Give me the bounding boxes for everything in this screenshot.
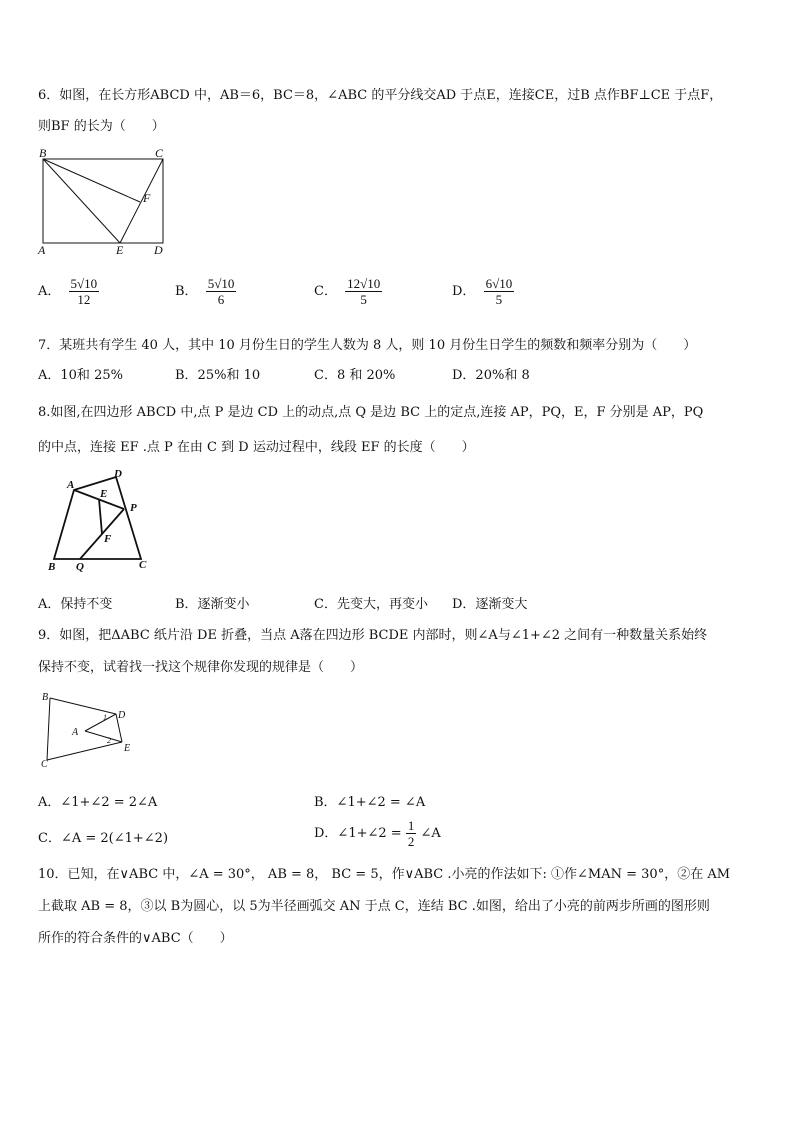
q8-option-c: C．先变大，再变小 bbox=[314, 597, 428, 612]
q9-option-a: A．∠1+∠2 = 2∠A bbox=[38, 795, 158, 810]
q8-label-d: D bbox=[114, 468, 122, 480]
q8-quadrilateral-figure bbox=[42, 464, 158, 576]
q6-option-a-den: 12 bbox=[77, 292, 91, 307]
q9-label-d: D bbox=[118, 710, 126, 721]
q9-label-angle-2: 2 bbox=[107, 736, 111, 745]
q8-option-b: B．逐渐变小 bbox=[175, 597, 250, 612]
q6-label-e: E bbox=[116, 243, 124, 257]
q8-label-p: P bbox=[130, 502, 137, 514]
q9-label-angle-1: 1 bbox=[103, 713, 107, 722]
q6-option-c-fraction bbox=[345, 276, 382, 307]
q9-option-d bbox=[314, 818, 441, 849]
q6-option-b-letter: B． bbox=[175, 284, 198, 299]
q6-option-c-den: 5 bbox=[360, 292, 367, 307]
q6-option-d-num: 6√10 bbox=[485, 276, 513, 291]
q6-rectangle-figure bbox=[36, 142, 171, 260]
q6-option-b bbox=[175, 276, 236, 307]
q10-stem-line2: 上截取 AB = 8，③以 B为圆心，以 5为半径画弧交 AN 于点 C，连结 BC .如图，给出了小亮的前两步所画的图形则 bbox=[38, 899, 710, 914]
q7-option-a: A．10和 25% bbox=[38, 368, 123, 383]
q8-option-a: A．保持不变 bbox=[38, 597, 113, 612]
q6-label-b: B bbox=[39, 146, 47, 160]
q9-option-d-fraction bbox=[406, 818, 417, 849]
q6-stem-line2: 则BF 的长为（ ） bbox=[38, 119, 165, 134]
q8-stem-line1: 8.如图,在四边形 ABCD 中,点 P 是边 CD 上的动点,点 Q 是边 BC 上的定点,连接 AP，PQ，E，F 分别是 AP，PQ bbox=[38, 405, 704, 420]
q8-label-e: E bbox=[100, 488, 108, 500]
q6-option-b-num: 5√10 bbox=[207, 276, 235, 291]
q6-option-c-num: 12√10 bbox=[347, 276, 381, 291]
q8-option-d: D．逐渐变大 bbox=[452, 597, 528, 612]
q9-label-b: B bbox=[42, 692, 49, 703]
q8-stem-line2: 的中点，连接 EF .点 P 在由 C 到 D 运动过程中，线段 EF 的长度（ ） bbox=[38, 440, 475, 455]
q7-option-d: D．20%和 8 bbox=[452, 368, 530, 383]
q8-label-f: F bbox=[104, 533, 112, 545]
q6-option-a-num: 5√10 bbox=[70, 276, 98, 291]
q9-option-d-num: 1 bbox=[407, 818, 415, 833]
q6-option-a bbox=[38, 276, 99, 307]
q9-option-d-prefix: D．∠1+∠2 = bbox=[314, 826, 402, 841]
q9-option-c: C．∠A = 2(∠1+∠2) bbox=[38, 831, 169, 846]
q6-label-f: F bbox=[143, 191, 151, 205]
q9-option-d-suffix: ∠A bbox=[420, 826, 441, 841]
q6-option-b-den: 6 bbox=[217, 292, 225, 307]
q6-option-a-fraction bbox=[69, 276, 100, 307]
q9-label-e: E bbox=[124, 743, 131, 754]
q6-label-c: C bbox=[155, 146, 164, 160]
q6-option-d-letter: D． bbox=[452, 284, 476, 299]
q6-stem-line1: 6．如图，在长方形ABCD 中，AB＝6，BC＝8，∠ABC 的平分线交AD 于点E，连接CE，过B 点作BF⊥CE 于点F， bbox=[38, 88, 723, 103]
q9-option-d-den: 2 bbox=[407, 834, 415, 849]
q7-option-b: B．25%和 10 bbox=[175, 368, 261, 383]
q6-option-a-letter: A． bbox=[38, 284, 61, 299]
q9-option-b: B．∠1+∠2 = ∠A bbox=[314, 795, 426, 810]
q6-label-d: D bbox=[154, 243, 163, 257]
q6-option-c bbox=[314, 276, 382, 307]
q6-option-d bbox=[452, 276, 514, 307]
q6-label-a: A bbox=[38, 243, 46, 257]
q6-option-d-fraction bbox=[484, 276, 515, 307]
q10-stem-line3: 所作的符合条件的∨ABC（ ） bbox=[38, 931, 233, 946]
q8-label-a: A bbox=[67, 479, 75, 491]
q9-stem-line2: 保持不变，试着找一找这个规律你发现的规律是（ ） bbox=[38, 660, 364, 675]
q9-label-c: C bbox=[41, 759, 48, 770]
q8-label-c: C bbox=[139, 559, 147, 571]
q9-stem-line1: 9．如图，把ΔABC 纸片沿 DE 折叠，当点 A落在四边形 BCDE 内部时，则∠A与∠1+∠2 之间有一种数量关系始终 bbox=[38, 628, 708, 643]
q6-option-d-den: 5 bbox=[495, 292, 503, 307]
q9-label-a: A bbox=[72, 727, 79, 738]
q6-option-b-fraction bbox=[206, 276, 237, 307]
q9-folded-triangle-figure bbox=[36, 690, 140, 770]
q8-label-b: B bbox=[48, 561, 56, 573]
q7-option-c: C．8 和 20% bbox=[314, 368, 396, 383]
q8-label-q: Q bbox=[76, 561, 84, 573]
q6-option-c-letter: C． bbox=[314, 284, 337, 299]
q7-stem-line1: 7．某班共有学生 40 人，其中 10 月份生日的学生人数为 8 人，则 10 月份生日学生的频数和频率分别为（ ） bbox=[38, 338, 697, 353]
q10-stem-line1: 10．已知，在∨ABC 中，∠A = 30°， AB = 8， BC = 5，作∨ABC .小亮的作法如下: ①作∠MAN = 30°，②在 AM bbox=[38, 867, 731, 882]
